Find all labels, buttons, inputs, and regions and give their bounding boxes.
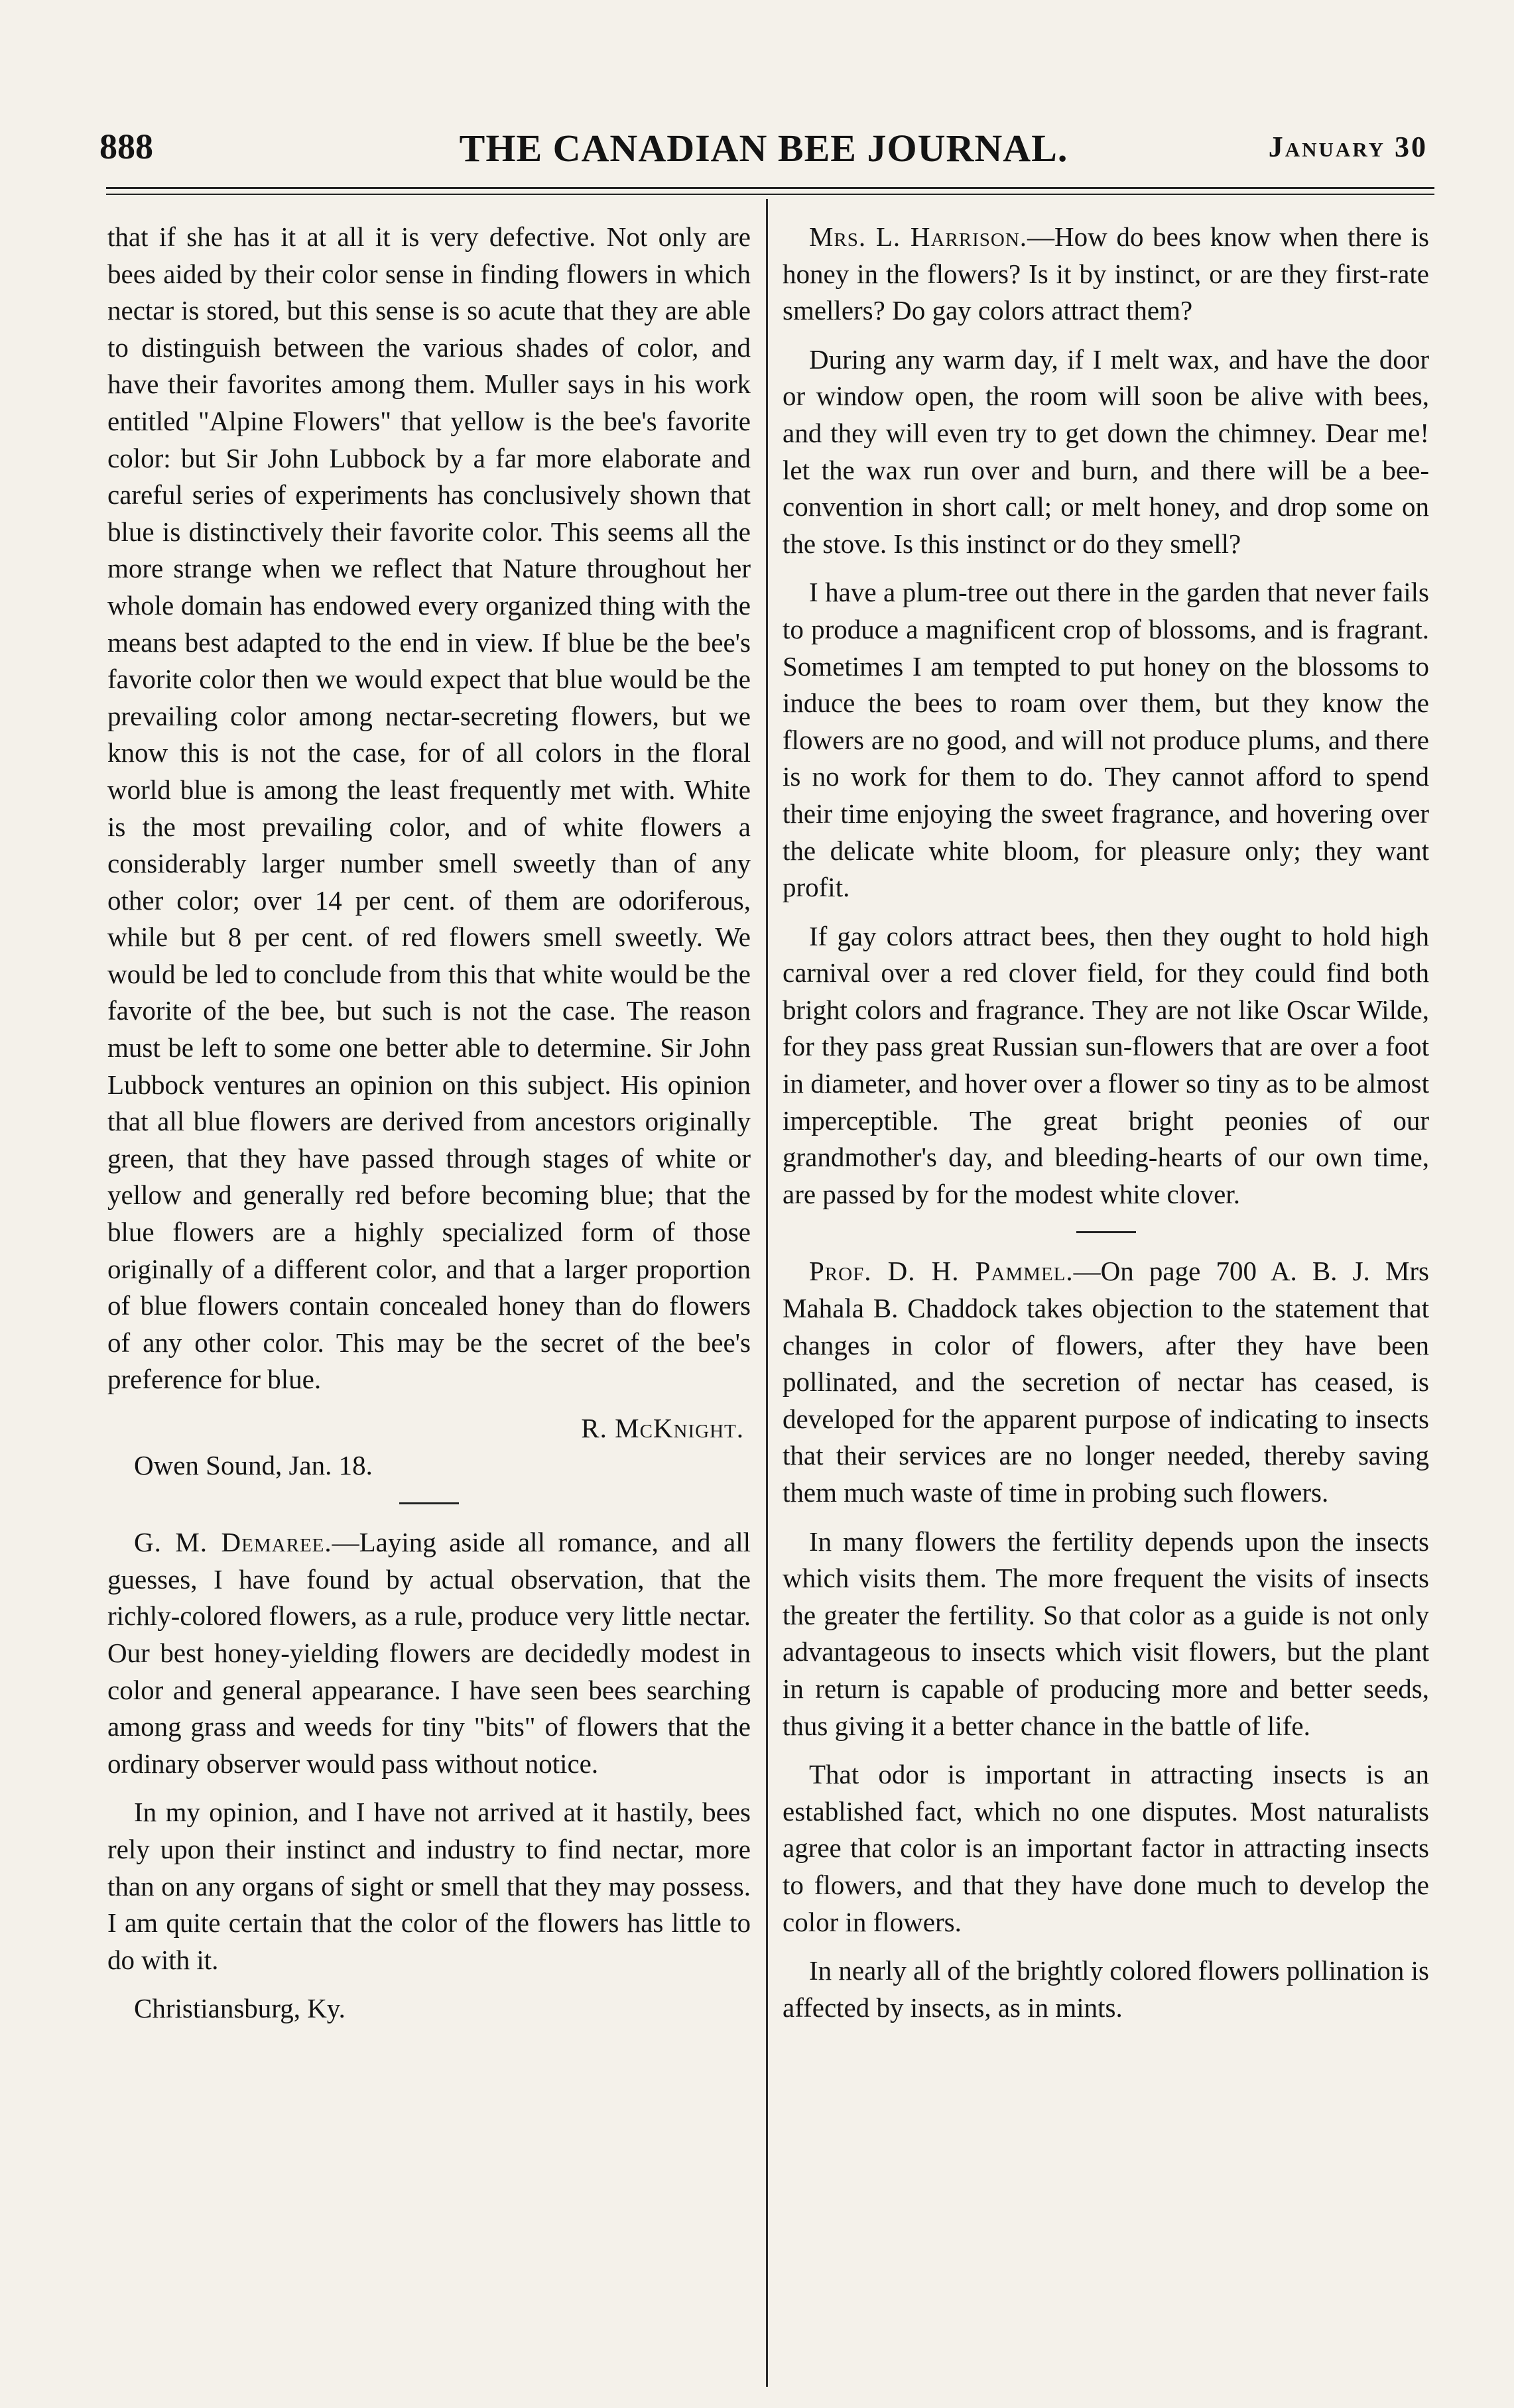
- pammel-paragraph-2: In many flowers the fertility depends upon the insects which visits them. The more frequent the visits of insects the greater the fertility. So that color as a guide is not only advantageous to insects which visit flowers, but the plant in return is capable of producing more and better seeds, thus giving it a better chance in the battle of life.: [783, 1526, 1429, 1741]
- paragraph-text: —On page 700 A. B. J. Mrs Mahala B. Chaddock takes objection to the statement that changes in color of flowers, after they have been pollinated, and the secretion of nectar has ceased, is developed for the apparent purpose of indicating to insects that their services are no longer needed, thereby saving them much waste of time in probing such flowers.: [783, 1256, 1429, 1508]
- left-column: [107, 219, 751, 2380]
- dateline: Owen Sound, Jan. 18.: [134, 1449, 373, 1480]
- header-rule: [106, 187, 1434, 189]
- harrison-paragraph-2: During any warm day, if I melt wax, and have the door or window open, the room will soon be alive with bees, and they will even try to get down the chimney. Dear me! let the wax run over and burn, and there will be a bee-convention in short call; or melt honey, and drop some on the stove. Is this instinct or do they smell?: [783, 343, 1429, 559]
- demaree-paragraph-2: In my opinion, and I have not arrived at it hastily, bees rely upon their instinct and industry to find nectar, more than on any organs of sight or smell that they may possess. I am quite certain that the color of the flowers has little to do with it.: [107, 1797, 751, 1975]
- author-name: Prof. D. H. Pammel.: [809, 1256, 1074, 1287]
- column-divider: [766, 199, 768, 2387]
- author-name: Mrs. L. Harrison.: [809, 221, 1028, 252]
- paragraph-text: —Laying aside all romance, and all guesses, I have found by actual observation, that the richly-colored flowers, as a rule, produce very little nectar. Our best honey-yielding flowers are decidedly modest in color and general appearance. I have seen bees searching among grass and weeds for tiny "bits" of flowers that the ordinary observer would pass without notice.: [107, 1527, 751, 1779]
- harrison-paragraph-3: I have a plum-tree out there in the garden that never fails to produce a magnificent crop of blossoms, and is fragrant. Sometimes I am tempted to put honey on the blossoms to induce the bees to roam over them, but they know the flowers are no good, and will not produce plums, and there is no work for them to do. They cannot afford to spend their time enjoying the sweet fragrance, and hovering over the delicate white bloom, for pleasure only; they want profit.: [783, 577, 1429, 903]
- paragraph-text: —How do bees know when there is honey in the flowers? Is it by instinct, or are they first-rate smellers? Do gay colors attract them?: [783, 221, 1429, 326]
- dateline: Christiansburg, Ky.: [134, 1993, 346, 2024]
- journal-title: THE CANADIAN BEE JOURNAL.: [459, 127, 1068, 170]
- page-number: 888: [99, 127, 153, 166]
- section-divider: [399, 1502, 459, 1504]
- pammel-paragraph-4: In nearly all of the brightly colored flowers pollination is affected by insects, as in mints.: [783, 1955, 1429, 2023]
- right-column: [783, 219, 1429, 2380]
- header-rule-thin: [106, 194, 1434, 195]
- article-continuation: that if she has it at all it is very defective. Not only are bees aided by their color sense in finding flowers in which nectar is stored, but this sense is so acute that they are able to distinguish between the various shades of color, and have their favorites among them. Muller says in his work entitled "Alpine Flowers" that yellow is the bee's favorite color: but Sir John Lubbock by a far more elaborate and careful series of experiments has conclusively shown that blue is distinctively their favorite color. This seems all the more strange when we reflect that Nature throughout her whole domain has endowed every organized thing with the means best adapted to the end in view. If blue be the bee's favorite color then we would expect that blue would be the prevailing color among nectar-secreting flowers, but we know this is not the case, for of all colors in the floral world blue is among the least frequently met with. White is the most prevailing color, and of white flowers a considerably larger number smell sweetly than of any other color; over 14 per cent. of them are odoriferous, while but 8 per cent. of red flowers smell sweetly. We would be led to conclude from this that white would be the favorite of the bee, but such is not the case. The reason must be left to some one better able to determine. Sir John Lubbock ventures an opinion on this subject. His opinion that all blue flowers are derived from ancestors originally green, that they have passed through stages of white or yellow and generally red before becoming blue; that the blue flowers are a highly specialized form of those originally of a different color, and that a larger proportion of blue flowers contain concealed honey than do flowers of any other color. This may be the secret of the bee's preference for blue.: [107, 221, 751, 1395]
- page-header: [99, 126, 1428, 179]
- demaree-paragraph-1: [107, 1524, 751, 1782]
- pammel-paragraph-1: [783, 1253, 1429, 1511]
- harrison-paragraph-1: [783, 219, 1429, 330]
- issue-date: January 30: [1268, 131, 1428, 163]
- pammel-paragraph-3: That odor is important in attracting insects is an established fact, which no one disputes. Most naturalists agree that color is an important factor in attracting insects to flowers, and that they have done much to develop the color in flowers.: [783, 1759, 1429, 1937]
- author-signature: R. McKnight.: [581, 1413, 744, 1443]
- harrison-paragraph-4: If gay colors attract bees, then they ought to hold high carnival over a red clover field, for they could find both bright colors and fragrance. They are not like Oscar Wilde, for they pass great Russian sun-flowers that are over a foot in diameter, and hover over a flower so tiny as to be almost imperceptible. The great bright peonies of our grandmother's day, and bleeding-hearts of our own time, are passed by for the modest white clover.: [783, 920, 1429, 1209]
- author-name: G. M. Demaree.: [134, 1527, 332, 1558]
- section-divider: [1076, 1231, 1136, 1233]
